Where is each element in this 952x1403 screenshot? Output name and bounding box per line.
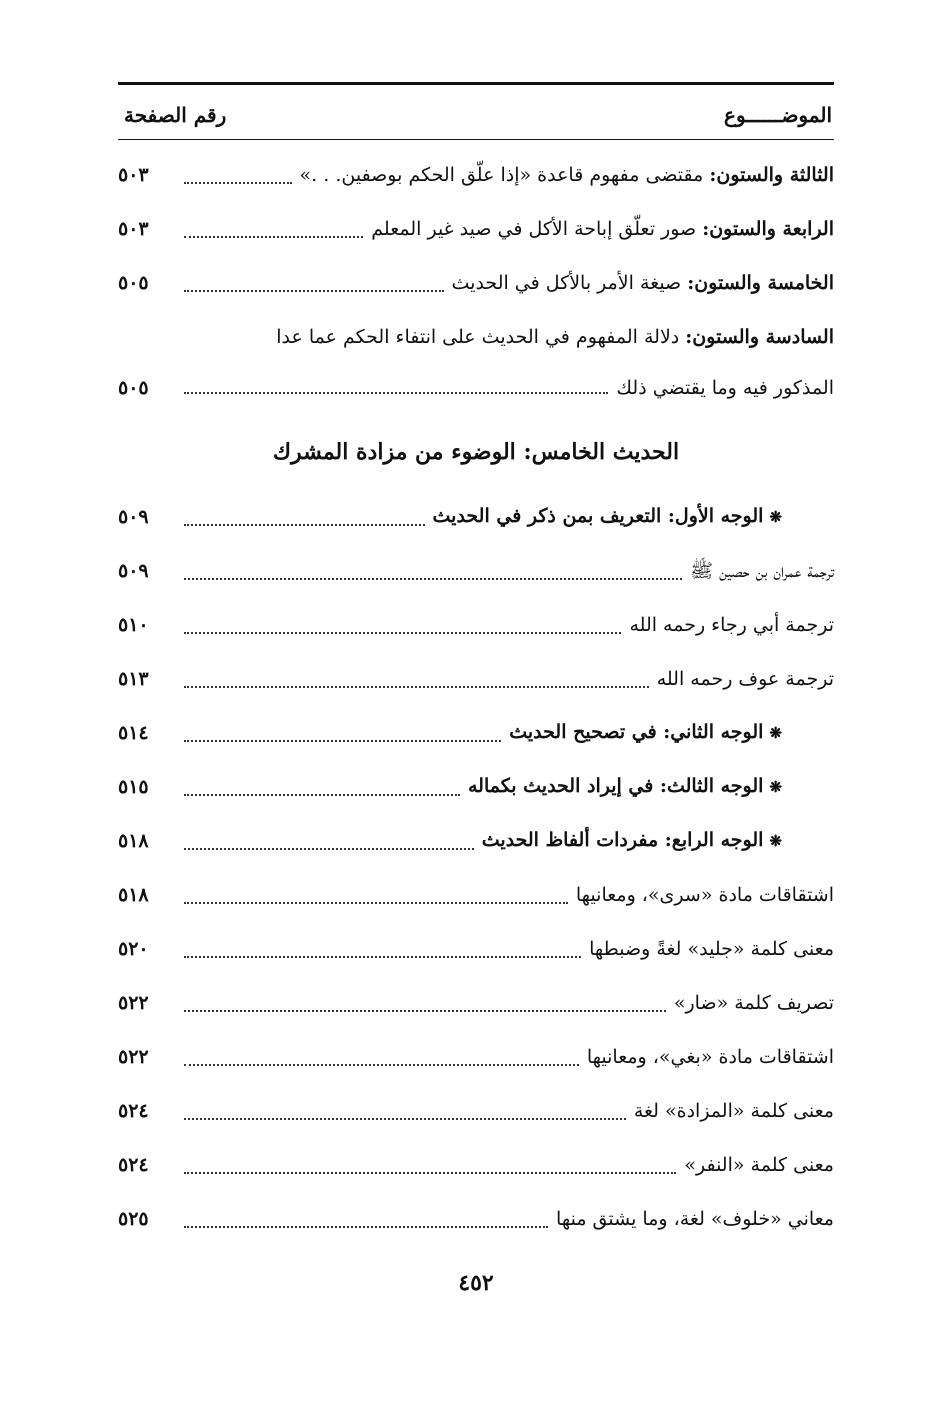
toc-header	[118, 91, 834, 139]
leader-dots	[184, 1063, 579, 1066]
leader-dots	[184, 685, 649, 688]
toc-entry	[118, 1084, 834, 1138]
entry-lead: السادسة والستون:	[685, 326, 834, 348]
entry-title	[371, 202, 834, 256]
entry-text: الوجه الرابع: مفردات ألفاظ الحديث	[481, 829, 764, 851]
toc-entry	[118, 598, 834, 652]
entry-text: دلالة المفهوم في الحديث على انتفاء الحكم عما عدا	[276, 326, 686, 348]
leader-dots	[184, 739, 501, 742]
leader-dots	[184, 1225, 548, 1228]
entry-text: ترجمة أبي رجاء رحمه الله	[629, 614, 834, 636]
entry-title	[587, 1030, 834, 1084]
entry-page-number: ٥٠٥	[118, 272, 149, 294]
toc-entries-top	[118, 148, 834, 412]
leader-dots	[184, 631, 621, 634]
entry-title	[452, 256, 834, 310]
entry-text: ترجمة عوف رحمه الله	[656, 668, 834, 690]
toc-entry	[118, 868, 834, 922]
leader-dots	[184, 847, 474, 850]
entry-text: المذكور فيه وما يقتضي ذلك	[616, 377, 834, 399]
entry-title	[629, 598, 834, 652]
entry-page-number: ٥٢٤	[118, 1154, 149, 1176]
entry-page-number: ٥٠٥	[118, 377, 149, 399]
toc-entry	[118, 976, 834, 1030]
header-page-number: رقم الصفحة	[124, 103, 227, 127]
entry-text: الوجه الثالث: في إيراد الحديث بكماله	[467, 775, 764, 797]
entry-page-number: ٥٠٩	[118, 506, 149, 528]
toc-entry	[118, 256, 834, 310]
entry-page-number: ٥٢٠	[118, 938, 149, 960]
toc-entry	[118, 1030, 834, 1084]
entry-title	[300, 148, 834, 202]
leader-dots	[184, 955, 581, 958]
toc-entry-multiline	[118, 310, 834, 412]
toc-entry	[118, 922, 834, 976]
leader-dots	[184, 1171, 676, 1174]
entry-lead: الخامسة والستون:	[687, 272, 834, 294]
toc-entry	[118, 652, 834, 706]
toc-entry	[118, 544, 834, 598]
leader-dots	[184, 901, 568, 904]
leader-dots	[184, 235, 363, 238]
entry-title	[657, 652, 834, 706]
toc-entry	[118, 1138, 834, 1192]
entry-line-2	[118, 364, 834, 412]
entry-lead: الرابعة والستون:	[702, 218, 834, 240]
entry-page-number: ٥٢٢	[118, 992, 149, 1014]
entry-page-number: ٥٢٢	[118, 1046, 149, 1068]
entry-page-number: ٥١٨	[118, 884, 149, 906]
entry-title	[634, 1084, 834, 1138]
entry-text: صيغة الأمر بالأكل في الحديث	[451, 272, 688, 294]
entry-title	[674, 976, 834, 1030]
bullet-star-icon: ❋	[769, 778, 782, 796]
toc-page	[118, 82, 834, 1246]
entry-text: الوجه الأول: التعريف بمن ذكر في الحديث	[432, 505, 764, 527]
leader-dots	[184, 1117, 626, 1120]
entry-page-number: ٥٠٣	[118, 218, 149, 240]
leader-dots	[184, 577, 682, 580]
entry-line-1	[118, 310, 834, 364]
entry-page-number: ٥١٨	[118, 830, 149, 852]
leader-dots	[184, 391, 608, 394]
entry-title	[576, 868, 834, 922]
toc-entries-bottom	[118, 490, 834, 1246]
entry-page-number: ٥١٣	[118, 668, 149, 690]
entry-text: اشتقاقات مادة «سرى»، ومعانيها	[575, 884, 834, 906]
entry-page-number: ٥٢٥	[118, 1208, 149, 1230]
section-heading: الحديث الخامس: الوضوء من مزادة المشرك	[272, 439, 680, 465]
entry-title	[482, 813, 834, 868]
leader-dots	[184, 523, 425, 526]
entry-page-number: ٥٢٤	[118, 1100, 149, 1122]
toc-entry	[118, 760, 834, 814]
bullet-star-icon: ❋	[769, 724, 782, 742]
leader-dots	[184, 793, 460, 796]
entry-page-number: ٥٠٣	[118, 164, 149, 186]
toc-entry	[118, 814, 834, 868]
entry-text: تصريف كلمة «ضار»	[673, 992, 834, 1014]
entry-title	[509, 705, 834, 760]
leader-dots	[184, 289, 444, 292]
toc-entry	[118, 202, 834, 256]
entry-text: معنى كلمة «النفر»	[684, 1154, 834, 1176]
entry-title	[684, 1138, 834, 1192]
entry-text: معنى كلمة «جليد» لغةً وضبطها	[589, 938, 834, 960]
entry-text: ترجمة عمران بن حصين ﷺ	[690, 560, 834, 582]
entry-page-number: ٥٠٩	[118, 560, 149, 582]
toc-entry	[118, 706, 834, 760]
entry-text: الوجه الثاني: في تصحيح الحديث	[509, 721, 764, 743]
header-rule	[118, 139, 834, 140]
entry-page-number: ٥١٥	[118, 776, 149, 798]
entry-text: صور تعلّق إباحة الأكل في صيد غير المعلم	[371, 218, 703, 240]
toc-entry	[118, 490, 834, 544]
leader-dots	[184, 1009, 666, 1012]
bullet-star-icon: ❋	[769, 508, 782, 526]
toc-entry	[118, 1192, 834, 1246]
entry-text: معاني «خلوف» لغة، وما يشتق منها	[556, 1208, 834, 1230]
entry-title	[556, 1192, 834, 1246]
top-rule	[118, 82, 834, 85]
bullet-star-icon: ❋	[769, 832, 782, 850]
entry-title	[433, 489, 835, 544]
folio-page-number: ٤٥٢	[458, 1270, 494, 1296]
entry-title	[589, 922, 834, 976]
entry-title	[690, 544, 834, 598]
entry-lead: الثالثة والستون:	[709, 164, 834, 186]
leader-dots	[184, 181, 292, 184]
entry-text: مقتضى مفهوم قاعدة «إذا علّق الحكم بوصفين. . .»	[299, 164, 710, 186]
entry-title	[468, 759, 834, 814]
header-topic: الموضــــــوع	[724, 103, 832, 127]
entry-text: معنى كلمة «المزادة» لغة	[633, 1100, 834, 1122]
entry-page-number: ٥١٤	[118, 722, 149, 744]
entry-text: اشتقاقات مادة «بغي»، ومعانيها	[586, 1046, 834, 1068]
entry-page-number: ٥١٠	[118, 614, 149, 636]
toc-entry	[118, 148, 834, 202]
